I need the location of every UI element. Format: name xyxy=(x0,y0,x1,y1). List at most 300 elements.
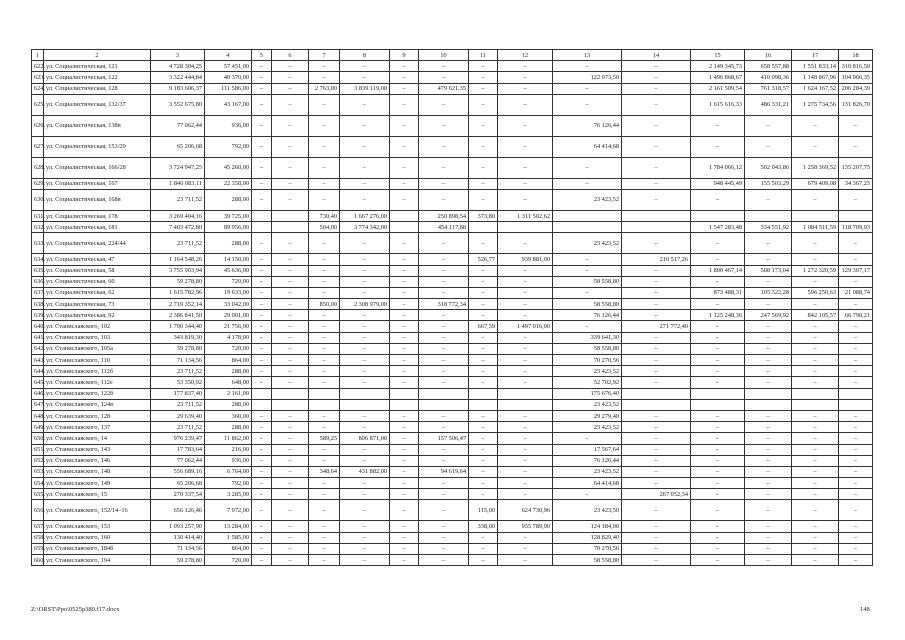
value-cell: – xyxy=(252,366,272,377)
value-cell: – xyxy=(272,265,309,276)
value-cell xyxy=(553,222,622,233)
value-cell: – xyxy=(498,83,553,94)
value-cell: – xyxy=(340,321,390,332)
column-header: 10 xyxy=(419,50,469,61)
value-cell: 76 126,44 xyxy=(553,310,622,321)
table-row xyxy=(32,321,873,332)
value-cell: 658 557,88 xyxy=(745,61,792,72)
value-cell: – xyxy=(792,555,839,566)
value-cell: – xyxy=(252,189,272,210)
value-cell: – xyxy=(469,332,498,343)
value-cell: – xyxy=(272,136,309,157)
value-cell: – xyxy=(691,455,745,466)
value-cell: 1 272 320,59 xyxy=(792,265,839,276)
value-cell: – xyxy=(469,61,498,72)
value-cell: – xyxy=(553,157,622,178)
value-cell: – xyxy=(839,466,873,477)
address-cell: ул. Станиславского, 149 xyxy=(44,478,151,489)
row-number: 635. xyxy=(32,265,44,276)
value-cell: 454 117,88 xyxy=(419,222,469,233)
value-cell: – xyxy=(498,115,553,136)
value-cell: 77 062,44 xyxy=(151,455,205,466)
value-cell: – xyxy=(839,377,873,388)
value-cell: – xyxy=(498,444,553,455)
value-cell: 70 270,56 xyxy=(553,543,622,554)
value-cell xyxy=(272,222,309,233)
value-cell: – xyxy=(390,157,419,178)
value-cell: – xyxy=(340,532,390,543)
value-cell: – xyxy=(390,355,419,366)
value-cell: – xyxy=(469,94,498,115)
table-row xyxy=(32,94,873,115)
address-cell: ул. Социалистическая, 132/37 xyxy=(44,94,151,115)
row-number: 622. xyxy=(32,61,44,72)
value-cell: – xyxy=(469,299,498,310)
value-cell: 343 819,30 xyxy=(151,332,205,343)
value-cell: 3 322 444,84 xyxy=(151,72,205,83)
value-cell: – xyxy=(419,233,469,254)
value-cell: – xyxy=(340,115,390,136)
value-cell: – xyxy=(498,422,553,433)
column-header: 15 xyxy=(691,50,745,61)
value-cell: 1 275 734,56 xyxy=(792,94,839,115)
column-header: 8 xyxy=(340,50,390,61)
value-cell xyxy=(691,210,745,221)
column-header: 1 xyxy=(32,50,44,61)
table-row xyxy=(32,332,873,343)
value-cell: – xyxy=(469,310,498,321)
value-cell: – xyxy=(622,433,691,444)
value-cell: – xyxy=(792,115,839,136)
value-cell: – xyxy=(469,276,498,287)
value-cell: – xyxy=(390,422,419,433)
table-body xyxy=(32,61,873,566)
value-cell: 2 308 979,00 xyxy=(340,299,390,310)
value-cell: – xyxy=(419,265,469,276)
value-cell: – xyxy=(272,521,309,532)
value-cell: – xyxy=(419,377,469,388)
value-cell: – xyxy=(272,94,309,115)
value-cell: – xyxy=(252,455,272,466)
value-cell: 270 337,54 xyxy=(151,489,205,500)
value-cell xyxy=(792,388,839,399)
value-cell xyxy=(839,210,873,221)
value-cell: – xyxy=(252,157,272,178)
value-cell: – xyxy=(252,543,272,554)
value-cell: 175 676,40 xyxy=(553,388,622,399)
table-row xyxy=(32,422,873,433)
address-cell: ул. Станиславского, 184б xyxy=(44,543,151,554)
value-cell: – xyxy=(419,276,469,287)
table-row xyxy=(32,254,873,265)
value-cell: 65 206,68 xyxy=(151,478,205,489)
value-cell: 23 711,52 xyxy=(151,366,205,377)
value-cell: – xyxy=(309,157,340,178)
value-cell: – xyxy=(340,500,390,521)
value-cell: 1 784 066,12 xyxy=(691,157,745,178)
row-number: 640. xyxy=(32,321,44,332)
value-cell: – xyxy=(390,115,419,136)
value-cell: – xyxy=(839,455,873,466)
value-cell: 104 066,35 xyxy=(839,72,873,83)
value-cell: 6 764,00 xyxy=(205,466,252,477)
value-cell: – xyxy=(272,410,309,421)
value-cell: – xyxy=(691,444,745,455)
table-row xyxy=(32,83,873,94)
value-cell: – xyxy=(839,299,873,310)
value-cell: 65 206,68 xyxy=(151,136,205,157)
value-cell: – xyxy=(419,61,469,72)
value-cell: – xyxy=(469,355,498,366)
value-cell: – xyxy=(469,178,498,189)
value-cell: – xyxy=(839,444,873,455)
address-cell: ул. Социалистическая, 58 xyxy=(44,265,151,276)
value-cell: – xyxy=(498,377,553,388)
value-cell: – xyxy=(839,254,873,265)
value-cell: – xyxy=(469,265,498,276)
address-cell: ул. Станиславского, 124в xyxy=(44,399,151,410)
value-cell: 17 567,64 xyxy=(553,444,622,455)
row-number: 650. xyxy=(32,433,44,444)
value-cell: – xyxy=(691,343,745,354)
value-cell: – xyxy=(419,478,469,489)
value-cell: – xyxy=(252,178,272,189)
value-cell: – xyxy=(622,94,691,115)
value-cell: – xyxy=(745,466,792,477)
column-header: 17 xyxy=(792,50,839,61)
value-cell: – xyxy=(252,332,272,343)
column-header: 9 xyxy=(390,50,419,61)
value-cell: 7 972,00 xyxy=(205,500,252,521)
value-cell: – xyxy=(469,455,498,466)
value-cell: – xyxy=(272,72,309,83)
value-cell: 52 702,92 xyxy=(553,377,622,388)
value-cell: – xyxy=(272,343,309,354)
value-cell: – xyxy=(622,543,691,554)
value-cell: – xyxy=(792,444,839,455)
value-cell: – xyxy=(622,500,691,521)
value-cell: – xyxy=(745,254,792,265)
value-cell: – xyxy=(622,83,691,94)
address-cell: ул. Социалистическая, 121 xyxy=(44,61,151,72)
value-cell: – xyxy=(839,543,873,554)
value-cell: – xyxy=(691,136,745,157)
value-cell: – xyxy=(272,254,309,265)
value-cell: – xyxy=(745,555,792,566)
value-cell: – xyxy=(390,321,419,332)
value-cell: – xyxy=(272,478,309,489)
value-cell: – xyxy=(792,254,839,265)
column-header: 14 xyxy=(622,50,691,61)
value-cell: 247 569,92 xyxy=(745,310,792,321)
value-cell: – xyxy=(553,489,622,500)
value-cell: 502 043,86 xyxy=(745,157,792,178)
value-cell xyxy=(622,210,691,221)
address-cell: ул. Социалистическая, 167 xyxy=(44,178,151,189)
value-cell: – xyxy=(309,555,340,566)
value-cell: – xyxy=(309,189,340,210)
address-cell: ул. Станиславского, 14 xyxy=(44,433,151,444)
value-cell: 3 724 947,25 xyxy=(151,157,205,178)
table-row xyxy=(32,265,873,276)
table-row xyxy=(32,189,873,210)
value-cell: 23 423,52 xyxy=(553,233,622,254)
value-cell: 94 619,64 xyxy=(419,466,469,477)
value-cell: – xyxy=(498,410,553,421)
value-cell: – xyxy=(469,233,498,254)
value-cell xyxy=(252,210,272,221)
address-cell: ул. Социалистическая, 47 xyxy=(44,254,151,265)
value-cell: 318 772,34 xyxy=(419,299,469,310)
row-number: 625. xyxy=(32,94,44,115)
row-number: 658. xyxy=(32,532,44,543)
value-cell xyxy=(309,388,340,399)
value-cell: 267 052,54 xyxy=(622,489,691,500)
value-cell: – xyxy=(252,532,272,543)
value-cell: 288,00 xyxy=(205,422,252,433)
value-cell: – xyxy=(469,489,498,500)
value-cell: – xyxy=(309,478,340,489)
value-cell: – xyxy=(691,532,745,543)
value-cell: – xyxy=(390,61,419,72)
value-cell: 111 586,00 xyxy=(205,83,252,94)
table-row xyxy=(32,178,873,189)
value-cell xyxy=(272,399,309,410)
value-cell: 1 547 283,48 xyxy=(691,222,745,233)
value-cell: – xyxy=(252,233,272,254)
value-cell: – xyxy=(469,466,498,477)
value-cell: – xyxy=(272,157,309,178)
row-number: 649. xyxy=(32,422,44,433)
column-header: 4 xyxy=(205,50,252,61)
value-cell: – xyxy=(792,355,839,366)
value-cell: – xyxy=(272,433,309,444)
value-cell: – xyxy=(419,254,469,265)
value-cell: – xyxy=(252,287,272,298)
value-cell: – xyxy=(419,321,469,332)
value-cell: 339 641,30 xyxy=(553,332,622,343)
value-cell: 250 898,54 xyxy=(419,210,469,221)
value-cell: – xyxy=(622,276,691,287)
document-path: Z:\ORST\Ppo\0525p380.f17.docx xyxy=(31,606,120,613)
value-cell: – xyxy=(252,355,272,366)
row-number: 653. xyxy=(32,466,44,477)
value-cell: – xyxy=(622,136,691,157)
value-cell: – xyxy=(309,321,340,332)
value-cell: – xyxy=(419,521,469,532)
value-cell xyxy=(390,210,419,221)
value-cell: 177 837,40 xyxy=(151,388,205,399)
value-cell: 976 239,47 xyxy=(151,433,205,444)
value-cell: – xyxy=(745,233,792,254)
table-row xyxy=(32,444,873,455)
value-cell: – xyxy=(309,254,340,265)
row-number: 657. xyxy=(32,521,44,532)
value-cell: – xyxy=(252,422,272,433)
table-row xyxy=(32,555,873,566)
value-cell: 3 755 903,94 xyxy=(151,265,205,276)
address-cell: ул. Станиславского, 110 xyxy=(44,355,151,366)
value-cell: – xyxy=(272,83,309,94)
value-cell: 431 882,00 xyxy=(340,466,390,477)
value-cell: – xyxy=(498,276,553,287)
value-cell: 59 278,80 xyxy=(151,276,205,287)
value-cell xyxy=(792,399,839,410)
value-cell: – xyxy=(340,444,390,455)
value-cell: 2 763,00 xyxy=(309,83,340,94)
table-row xyxy=(32,343,873,354)
value-cell: – xyxy=(792,366,839,377)
value-cell: 23 711,52 xyxy=(151,399,205,410)
value-cell: – xyxy=(745,478,792,489)
value-cell: 22 358,00 xyxy=(205,178,252,189)
value-cell: – xyxy=(252,500,272,521)
value-cell: – xyxy=(691,500,745,521)
value-cell: – xyxy=(390,478,419,489)
value-cell: – xyxy=(691,355,745,366)
value-cell: – xyxy=(309,366,340,377)
row-number: 637. xyxy=(32,287,44,298)
value-cell: – xyxy=(272,115,309,136)
value-cell: 118 709,93 xyxy=(839,222,873,233)
value-cell xyxy=(469,399,498,410)
value-cell: 58 558,80 xyxy=(553,299,622,310)
value-cell: – xyxy=(691,377,745,388)
table-row xyxy=(32,377,873,388)
value-cell xyxy=(691,399,745,410)
value-cell: – xyxy=(419,287,469,298)
value-cell: 3 839 119,00 xyxy=(340,83,390,94)
value-cell: – xyxy=(252,377,272,388)
value-cell: 7 403 472,80 xyxy=(151,222,205,233)
value-cell: – xyxy=(340,157,390,178)
value-cell: – xyxy=(498,366,553,377)
value-cell: – xyxy=(839,521,873,532)
value-cell: 58 558,80 xyxy=(553,343,622,354)
value-cell: – xyxy=(691,521,745,532)
value-cell: – xyxy=(745,500,792,521)
value-cell: – xyxy=(309,377,340,388)
value-cell: – xyxy=(390,265,419,276)
value-cell: 3 552 675,80 xyxy=(151,94,205,115)
table-row xyxy=(32,521,873,532)
value-cell: – xyxy=(691,366,745,377)
value-cell: – xyxy=(839,532,873,543)
row-number: 626. xyxy=(32,115,44,136)
table-row xyxy=(32,388,873,399)
value-cell: – xyxy=(272,444,309,455)
data-table xyxy=(31,49,873,566)
value-cell: 58 558,80 xyxy=(553,276,622,287)
value-cell: – xyxy=(419,366,469,377)
value-cell: – xyxy=(745,543,792,554)
value-cell: 39 725,00 xyxy=(205,210,252,221)
value-cell: – xyxy=(272,555,309,566)
value-cell: – xyxy=(252,489,272,500)
value-cell: – xyxy=(419,94,469,115)
table-row xyxy=(32,466,873,477)
value-cell: 23 711,52 xyxy=(151,233,205,254)
value-cell: 348,64 xyxy=(309,466,340,477)
value-cell: – xyxy=(252,478,272,489)
value-cell xyxy=(252,399,272,410)
value-cell: – xyxy=(792,189,839,210)
value-cell: 1 084 511,59 xyxy=(792,222,839,233)
value-cell: – xyxy=(309,310,340,321)
value-cell xyxy=(272,210,309,221)
value-cell: 29 001,00 xyxy=(205,310,252,321)
value-cell xyxy=(622,222,691,233)
value-cell: – xyxy=(390,455,419,466)
value-cell: – xyxy=(419,532,469,543)
value-cell: 873 488,31 xyxy=(691,287,745,298)
value-cell: – xyxy=(498,543,553,554)
value-cell: – xyxy=(390,332,419,343)
value-cell: 648,00 xyxy=(205,377,252,388)
value-cell: 288,00 xyxy=(205,233,252,254)
value-cell: – xyxy=(745,410,792,421)
value-cell: 360,00 xyxy=(205,410,252,421)
value-cell: 2 386 841,50 xyxy=(151,310,205,321)
value-cell xyxy=(498,399,553,410)
value-cell: 1 840 083,11 xyxy=(151,178,205,189)
value-cell: – xyxy=(419,410,469,421)
value-cell: – xyxy=(553,265,622,276)
row-number: 636. xyxy=(32,276,44,287)
table-row xyxy=(32,233,873,254)
row-number: 655. xyxy=(32,489,44,500)
value-cell: – xyxy=(622,444,691,455)
value-cell: 29 279,40 xyxy=(553,410,622,421)
value-cell: – xyxy=(309,332,340,343)
address-cell: ул. Станиславского, 137 xyxy=(44,422,151,433)
value-cell: – xyxy=(622,466,691,477)
value-cell: 43 167,00 xyxy=(205,94,252,115)
value-cell: – xyxy=(745,521,792,532)
value-cell xyxy=(419,388,469,399)
table-row xyxy=(32,72,873,83)
value-cell: – xyxy=(419,422,469,433)
value-cell: – xyxy=(553,83,622,94)
value-cell: – xyxy=(419,178,469,189)
value-cell: – xyxy=(340,543,390,554)
row-number: 642. xyxy=(32,343,44,354)
value-cell: – xyxy=(792,521,839,532)
value-cell: 864,00 xyxy=(205,543,252,554)
value-cell xyxy=(272,388,309,399)
value-cell: – xyxy=(691,489,745,500)
value-cell: – xyxy=(252,136,272,157)
value-cell: – xyxy=(469,366,498,377)
value-cell: – xyxy=(340,254,390,265)
address-cell: ул. Станиславского, 112б xyxy=(44,366,151,377)
address-cell: ул. Социалистическая, 92 xyxy=(44,310,151,321)
value-cell: – xyxy=(469,136,498,157)
value-cell: – xyxy=(839,478,873,489)
value-cell: – xyxy=(272,310,309,321)
value-cell: – xyxy=(272,500,309,521)
table-row xyxy=(32,276,873,287)
value-cell: 486 331,21 xyxy=(745,94,792,115)
table-row xyxy=(32,115,873,136)
value-cell: – xyxy=(340,276,390,287)
value-cell: – xyxy=(309,543,340,554)
row-number: 624. xyxy=(32,83,44,94)
value-cell xyxy=(745,388,792,399)
address-cell: ул. Станиславского, 103 xyxy=(44,332,151,343)
value-cell: 1 585,00 xyxy=(205,532,252,543)
value-cell: – xyxy=(252,94,272,115)
